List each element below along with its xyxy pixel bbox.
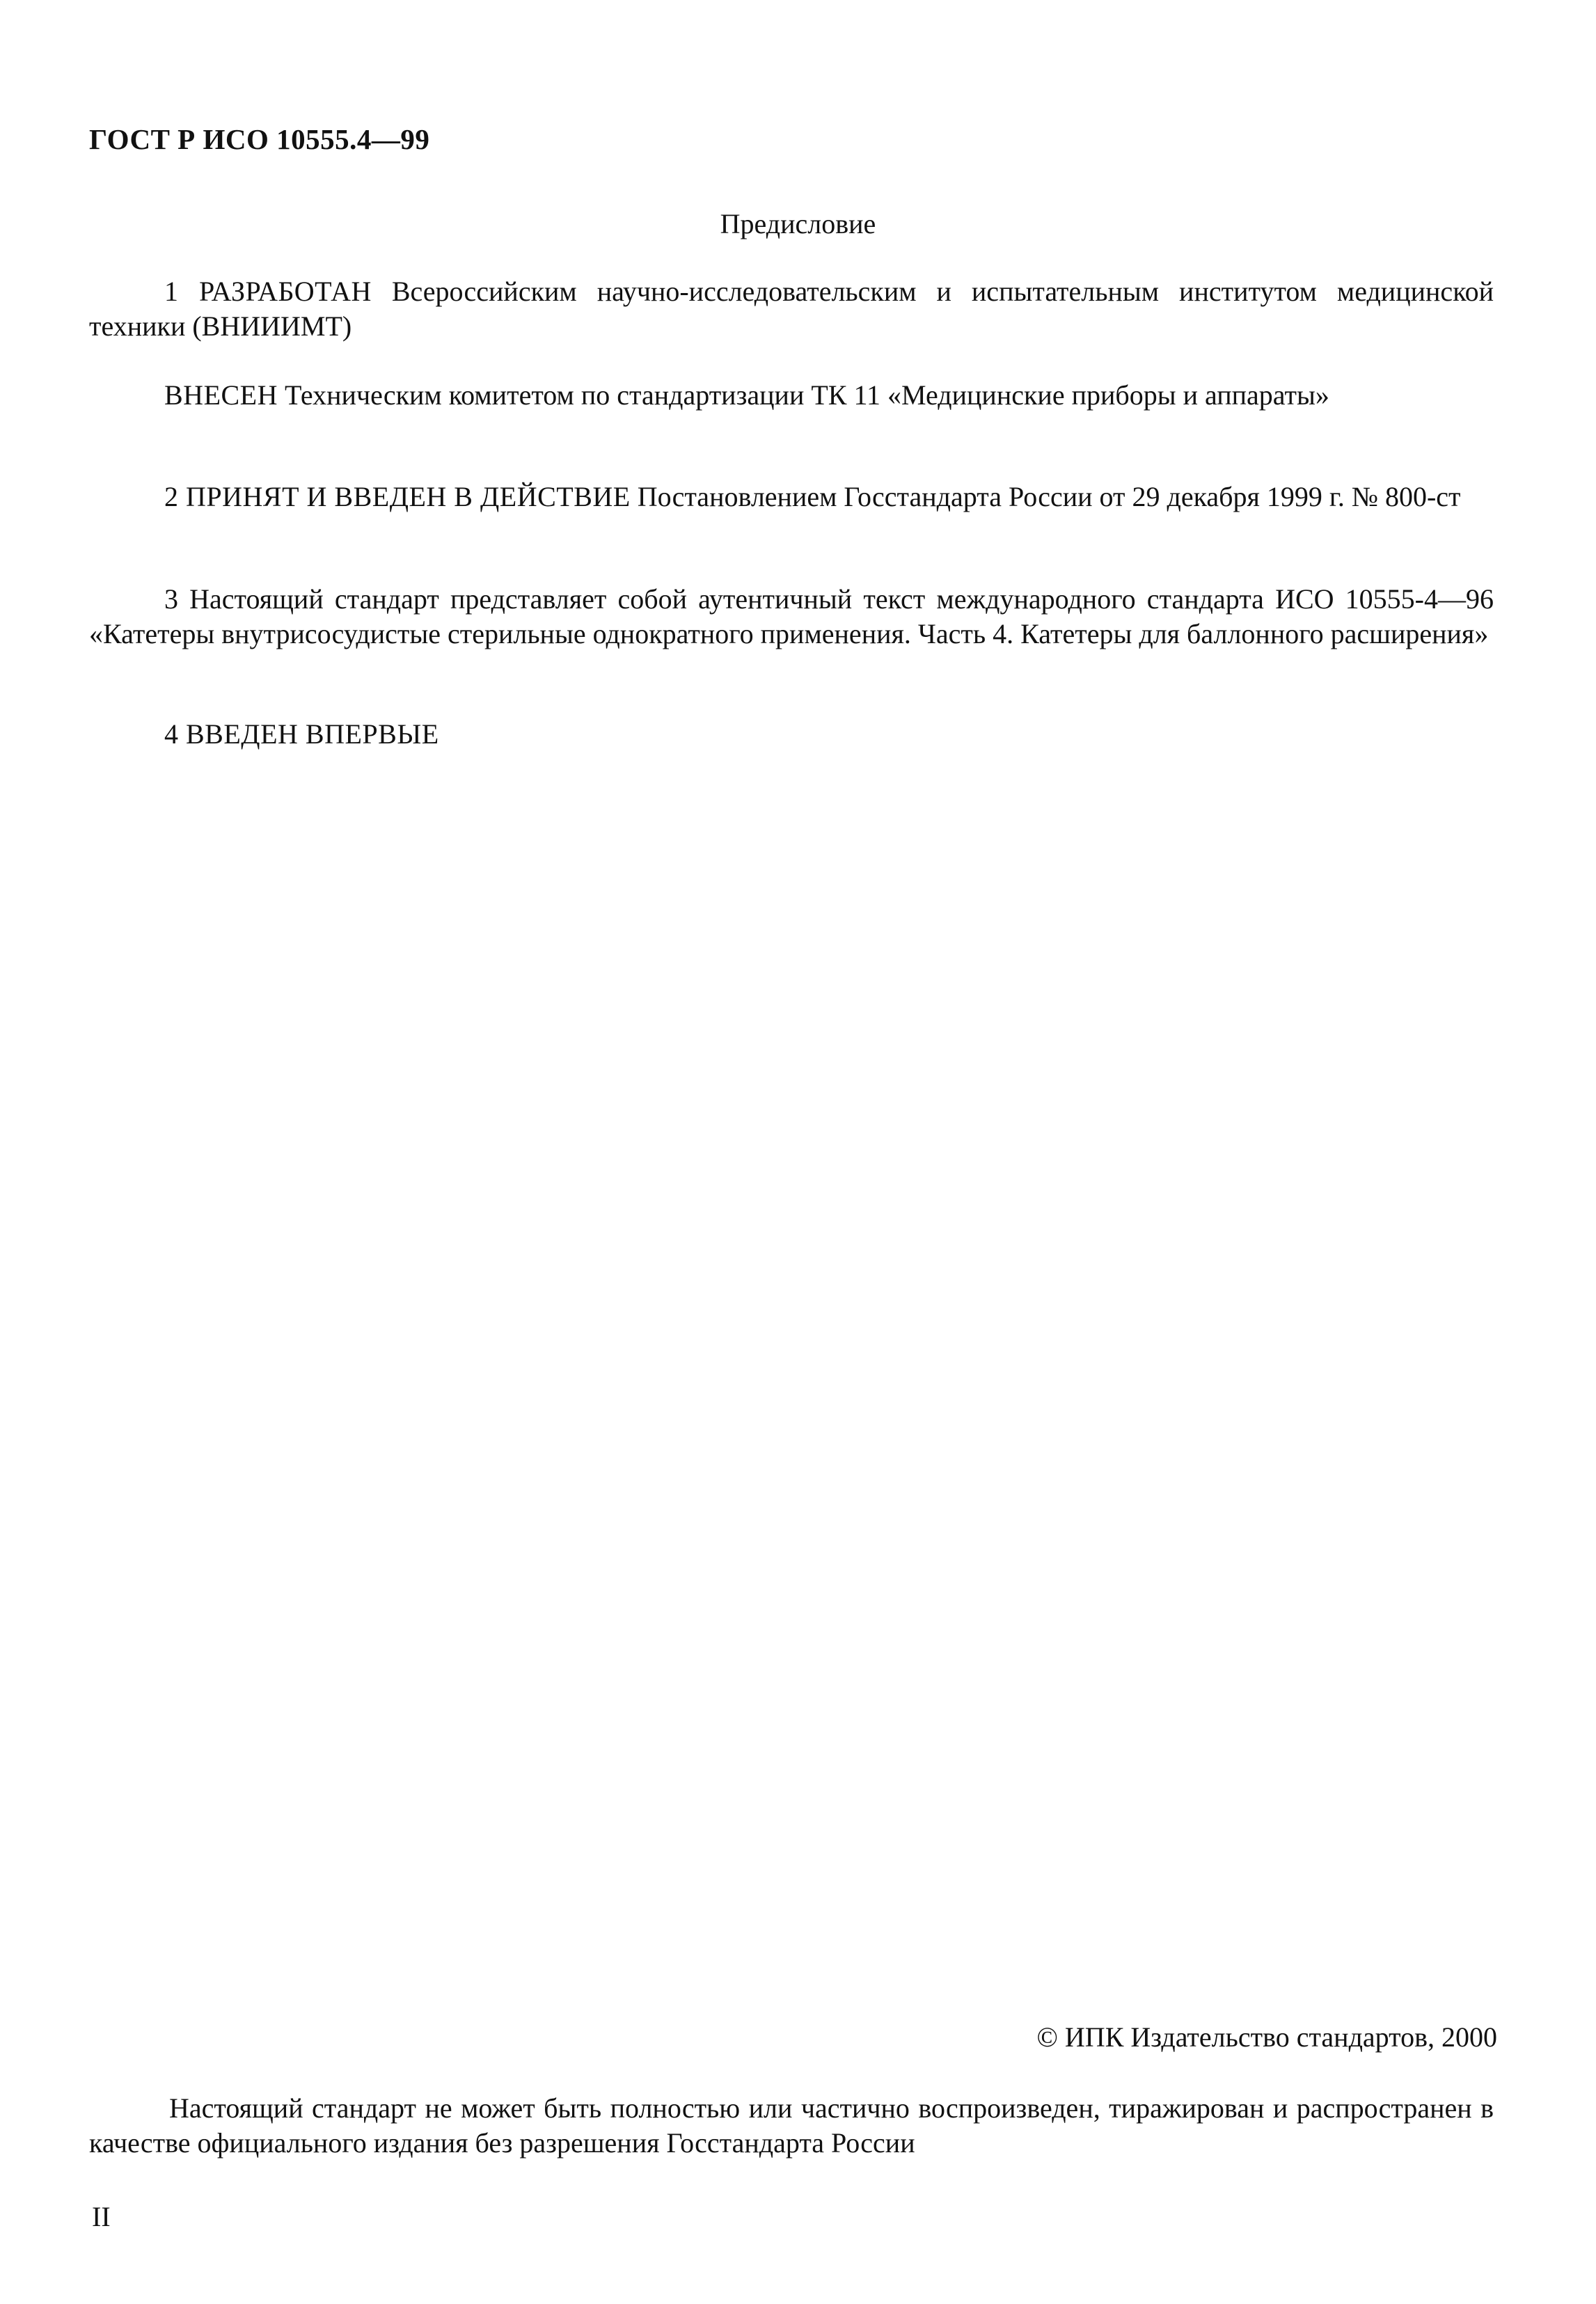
paragraph-adopted [89, 480, 1494, 514]
paragraph-authentic-text [89, 582, 1494, 652]
section-title: Предисловие [720, 208, 876, 239]
paragraph-lead: 1 РАЗРАБОТАН [164, 276, 372, 307]
paragraph-text: Всероссийским научно-исследовательским и испытательным институтом медицинской техники (ВНИИИМТ) [89, 276, 1494, 342]
paragraph-lead: 2 ПРИНЯТ И ВВЕДЕН В ДЕЙСТВИЕ [164, 481, 631, 512]
paragraph-text: Постановлением Госстандарта России от 29 декабря 1999 г. № 800-ст [630, 481, 1461, 512]
paragraph-introduced-by [89, 378, 1494, 413]
paragraph-text: 3 Настоящий стандарт представляет собой аутентичный текст международного стандарта ИСО 10555-4—96 «Катетеры внутрисосудистые стерильные однократного применения. Часть 4. Катетеры для баллонного расширения» [89, 583, 1494, 649]
document-code: ГОСТ Р ИСО 10555.4—99 [89, 123, 430, 155]
page-number: II [92, 2201, 111, 2232]
reproduction-notice: Настоящий стандарт не может быть полностью или частично воспроизведен, тиражирован и распространен в качестве официального издания без разрешения Госстандарта России [89, 2092, 1494, 2159]
paragraph-lead: 4 ВВЕДЕН ВПЕРВЫЕ [164, 718, 439, 750]
copyright-line: © ИПК Издательство стандартов, 2000 [1036, 2021, 1497, 2053]
paragraph-developed-by [89, 274, 1494, 344]
paragraph-lead: ВНЕСЕН [164, 379, 278, 411]
paragraph-text: Техническим комитетом по стандартизации ТК 11 «Медицинские приборы и аппараты» [278, 379, 1329, 411]
paragraph-first-introduced [89, 717, 1494, 752]
